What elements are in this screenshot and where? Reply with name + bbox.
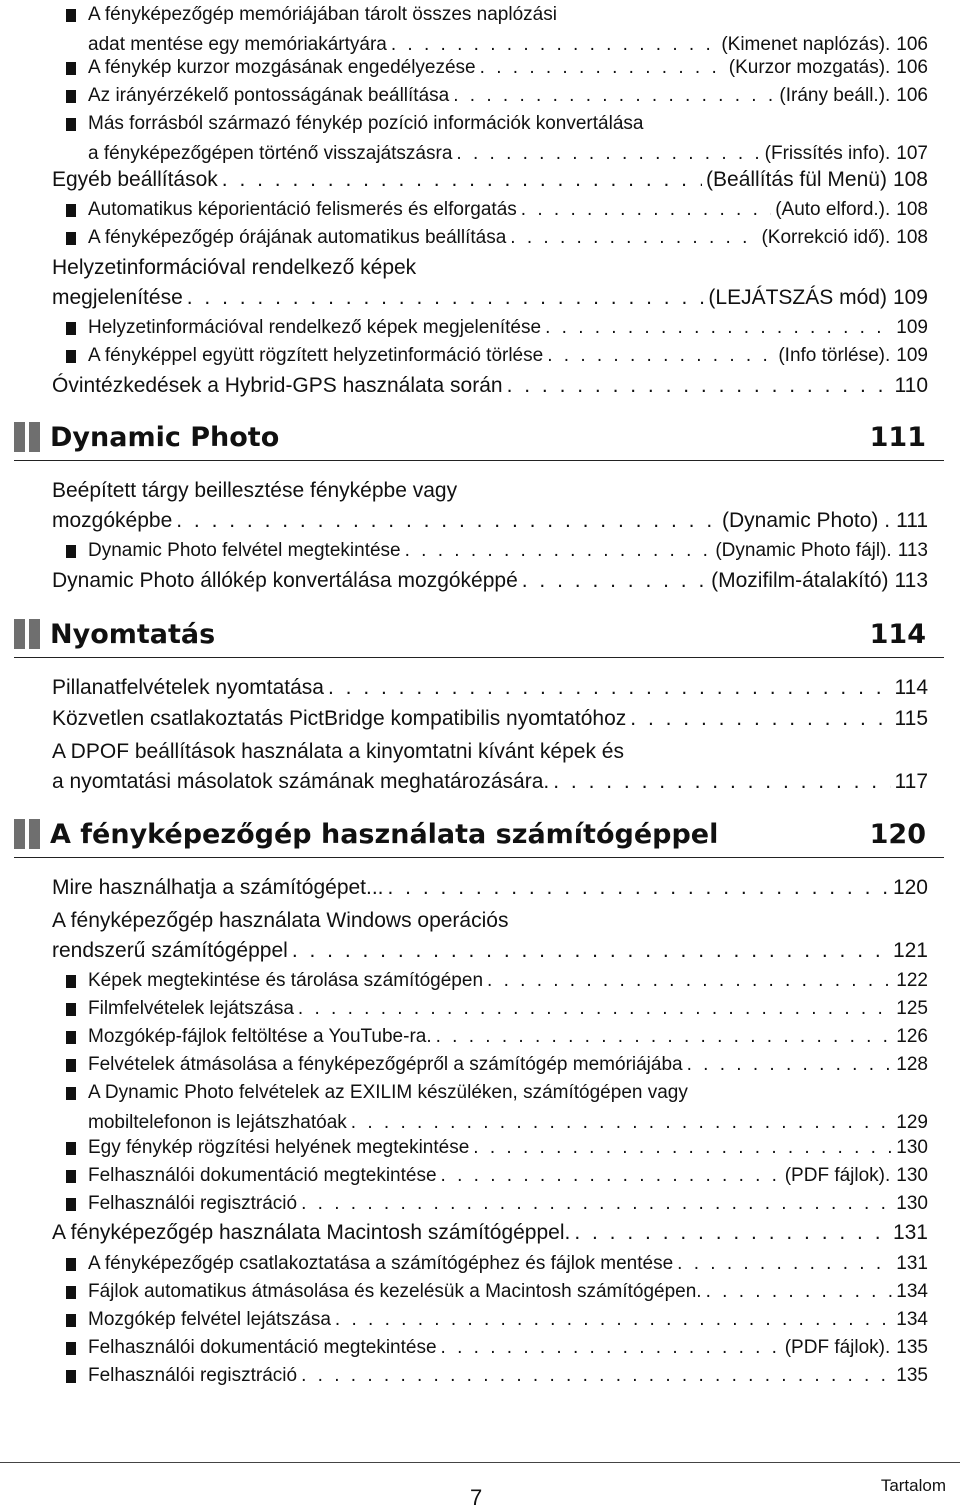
toc-entry-page: 121 bbox=[892, 939, 928, 962]
toc-entry-line bbox=[88, 1277, 928, 1307]
toc-entry-reference: (Kimenet naplózás). bbox=[721, 34, 891, 55]
toc-entry-page: 108 bbox=[896, 199, 928, 220]
toc-entry-reference: (Kurzor mozgatás). bbox=[728, 57, 891, 78]
toc-entry[interactable] bbox=[0, 341, 960, 371]
toc-entry-title: Fájlok automatikus átmásolása és kezelésük a Macintosh számítógépen. bbox=[88, 1281, 702, 1302]
toc-entry-line-wrapped bbox=[52, 476, 928, 506]
toc-entry-line-wrapped bbox=[88, 0, 928, 30]
toc-entry-page: 109 bbox=[896, 345, 928, 366]
dot-leader bbox=[630, 704, 890, 734]
toc-entry-line bbox=[88, 81, 928, 111]
toc-entry-reference: (LEJÁTSZÁS mód) bbox=[708, 286, 887, 309]
toc-entry-reference: (Beállítás fül Menü) bbox=[706, 168, 887, 191]
section-divider bbox=[14, 460, 944, 461]
section-title: Dynamic Photo bbox=[50, 422, 280, 453]
toc-entry[interactable] bbox=[0, 223, 960, 253]
toc-entry-title: Az irányérzékelő pontosságának beállítása bbox=[88, 85, 450, 106]
dot-leader bbox=[507, 371, 891, 401]
toc-entry-title: Mozgókép-fájlok feltöltése a YouTube-ra. bbox=[88, 1026, 432, 1047]
toc-entry-line bbox=[52, 371, 928, 401]
toc-entry[interactable] bbox=[0, 673, 960, 703]
toc-entry-line bbox=[52, 704, 928, 734]
toc-entry-title: Dynamic Photo állókép konvertálása mozgóképpé bbox=[52, 569, 518, 592]
toc-entry-line bbox=[52, 165, 928, 195]
toc-entry-line bbox=[88, 313, 928, 343]
toc-entry-page: 131 bbox=[892, 1221, 928, 1244]
dot-leader bbox=[545, 313, 892, 343]
toc-entry-line bbox=[52, 283, 928, 313]
dot-leader bbox=[553, 767, 890, 797]
toc-entry-page: 128 bbox=[896, 1054, 928, 1075]
section-page: 114 bbox=[869, 619, 926, 650]
toc-entry-page: 106 bbox=[896, 85, 928, 106]
toc-entry-line bbox=[88, 1161, 928, 1191]
toc-entry[interactable] bbox=[0, 1022, 960, 1052]
toc-entry-page: 113 bbox=[897, 540, 928, 561]
toc-entry-page: 109 bbox=[896, 317, 928, 338]
toc-entry-title: Egyéb beállítások bbox=[52, 168, 218, 191]
bullet-icon bbox=[66, 1142, 76, 1155]
toc-entry[interactable] bbox=[0, 566, 960, 596]
toc-entry-title: A fényképezőgép használata Windows operációs bbox=[52, 909, 509, 932]
toc-entry-line bbox=[88, 1361, 928, 1391]
bullet-icon bbox=[66, 9, 76, 22]
toc-entry[interactable] bbox=[0, 195, 960, 225]
toc-entry[interactable] bbox=[0, 536, 960, 566]
toc-entry[interactable] bbox=[0, 0, 960, 60]
dot-leader bbox=[292, 936, 889, 966]
toc-entry-title: mozgóképbe bbox=[52, 509, 173, 532]
toc-entry-line bbox=[52, 673, 928, 703]
toc-entry-line bbox=[52, 936, 928, 966]
toc-entry-reference: (Mozifilm-átalakító) bbox=[711, 569, 889, 592]
toc-entry[interactable] bbox=[0, 1249, 960, 1279]
section-page: 111 bbox=[869, 422, 926, 453]
dot-leader bbox=[521, 195, 771, 225]
toc-entry[interactable] bbox=[0, 476, 960, 536]
bullet-icon bbox=[66, 545, 76, 558]
dot-leader bbox=[176, 506, 718, 536]
toc-entry-line bbox=[88, 1333, 928, 1363]
toc-entry-line bbox=[88, 1022, 928, 1052]
footer-divider bbox=[0, 1462, 960, 1463]
toc-entry-line bbox=[88, 195, 928, 225]
toc-entry-reference: (Irány beáll.). bbox=[779, 85, 891, 106]
toc-entry-page: 108 bbox=[896, 227, 928, 248]
toc-entry-title: A DPOF beállítások használata a kinyomtatni kívánt képek és bbox=[52, 740, 624, 763]
dot-leader bbox=[510, 223, 757, 253]
bullet-icon bbox=[66, 1314, 76, 1327]
toc-entry[interactable] bbox=[0, 1078, 960, 1138]
toc-entry[interactable] bbox=[0, 906, 960, 966]
toc-entry-page: 130 bbox=[896, 1137, 928, 1158]
section-marker-icon bbox=[14, 619, 42, 649]
toc-entry-page: 117 bbox=[894, 770, 928, 793]
bullet-icon bbox=[66, 204, 76, 217]
toc-entry-title: Mozgókép felvétel lejátszása bbox=[88, 1309, 331, 1330]
toc-entry-title: Helyzetinformációval rendelkező képek bbox=[52, 256, 417, 279]
toc-entry[interactable] bbox=[0, 873, 960, 903]
toc-entry-line bbox=[52, 566, 928, 596]
dot-leader bbox=[301, 1361, 892, 1391]
toc-entry-page: 115 bbox=[894, 707, 928, 730]
toc-entry-line bbox=[88, 1305, 928, 1335]
toc-entry-page: 125 bbox=[896, 998, 928, 1019]
toc-entry[interactable] bbox=[0, 1218, 960, 1248]
toc-entry[interactable] bbox=[0, 109, 960, 169]
toc-entry-line-wrapped bbox=[88, 109, 928, 139]
bullet-icon bbox=[66, 1003, 76, 1016]
dot-leader bbox=[436, 1022, 893, 1052]
toc-entry-reference: (Info törlése). bbox=[778, 345, 891, 366]
toc-entry[interactable] bbox=[0, 1161, 960, 1191]
toc-entry-line bbox=[52, 506, 928, 536]
toc-entry-title: Felhasználói regisztráció bbox=[88, 1365, 298, 1386]
section-title: A fényképezőgép használata számítógéppel bbox=[50, 819, 719, 850]
dot-leader bbox=[222, 165, 702, 195]
toc-entry-reference: (Korrekció idő). bbox=[761, 227, 891, 248]
toc-entry-page: 126 bbox=[896, 1026, 928, 1047]
toc-entry-title: Beépített tárgy beillesztése fényképbe vagy bbox=[52, 479, 458, 502]
dot-leader bbox=[298, 994, 892, 1024]
toc-entry[interactable] bbox=[0, 313, 960, 343]
toc-entry-line bbox=[88, 1050, 928, 1080]
dot-leader bbox=[301, 1189, 892, 1219]
dot-leader bbox=[547, 341, 774, 371]
toc-entry[interactable] bbox=[0, 253, 960, 313]
toc-entry-line bbox=[88, 1133, 928, 1163]
toc-entry-line bbox=[52, 873, 928, 903]
toc-entry-title: Automatikus képorientáció felismerés és elforgatás bbox=[88, 199, 517, 220]
toc-entry-reference: (Frissítés info). bbox=[764, 143, 891, 164]
toc-entry-line bbox=[88, 1249, 928, 1279]
toc-entry[interactable] bbox=[0, 371, 960, 401]
bullet-icon bbox=[66, 350, 76, 363]
toc-entry-reference: (PDF fájlok). bbox=[784, 1337, 891, 1358]
toc-entry[interactable] bbox=[0, 53, 960, 83]
section-heading[interactable] bbox=[14, 613, 934, 657]
toc-entry-title: a nyomtatási másolatok számának meghatározására. bbox=[52, 770, 550, 793]
dot-leader bbox=[441, 1161, 781, 1191]
toc-entry[interactable] bbox=[0, 1277, 960, 1307]
section-title: Nyomtatás bbox=[50, 619, 216, 650]
section-marker-icon bbox=[14, 819, 42, 849]
bullet-icon bbox=[66, 118, 76, 131]
section-divider bbox=[14, 657, 944, 658]
toc-entry[interactable] bbox=[0, 966, 960, 996]
toc-entry-title: a fényképezőgépen történő visszajátszásra bbox=[88, 143, 453, 164]
toc-entry-page: 135 bbox=[896, 1365, 928, 1386]
toc-entry[interactable] bbox=[0, 1189, 960, 1219]
toc-entry[interactable] bbox=[0, 704, 960, 734]
page-number: 7 bbox=[470, 1485, 483, 1510]
dot-leader bbox=[574, 1218, 889, 1248]
dot-leader bbox=[706, 1277, 893, 1307]
dot-leader bbox=[522, 566, 707, 596]
dot-leader bbox=[473, 1133, 892, 1163]
toc-entry-line bbox=[88, 341, 928, 371]
toc-entry-title: Egy fénykép rögzítési helyének megtekintése bbox=[88, 1137, 470, 1158]
toc-entry-title: A fényképezőgép órájának automatikus beállítása bbox=[88, 227, 507, 248]
toc-entry-title: Felvételek átmásolása a fényképezőgépről a számítógép memóriájába bbox=[88, 1054, 683, 1075]
toc-entry-title: Pillanatfelvételek nyomtatása bbox=[52, 676, 324, 699]
toc-entry-page: 131 bbox=[896, 1253, 928, 1274]
dot-leader bbox=[187, 283, 705, 313]
toc-entry-line bbox=[88, 994, 928, 1024]
toc-entry-line bbox=[88, 223, 928, 253]
toc-entry[interactable] bbox=[0, 1333, 960, 1363]
dot-leader bbox=[480, 53, 725, 83]
dot-leader bbox=[405, 536, 712, 566]
toc-entry[interactable] bbox=[0, 994, 960, 1024]
bullet-icon bbox=[66, 1170, 76, 1183]
toc-entry-page: 120 bbox=[892, 876, 928, 899]
toc-entry-title: megjelenítése bbox=[52, 286, 183, 309]
dot-leader bbox=[677, 1249, 892, 1279]
toc-entry-page: 130 bbox=[896, 1165, 928, 1186]
toc-entry-page: 130 bbox=[896, 1193, 928, 1214]
toc-entry-title: mobiltelefonon is lejátszhatóak bbox=[88, 1112, 347, 1133]
dot-leader bbox=[328, 673, 891, 703]
toc-entry-title: A fénykép kurzor mozgásának engedélyezése bbox=[88, 57, 476, 78]
dot-leader bbox=[441, 1333, 781, 1363]
toc-entry-title: A fényképezőgép használata Macintosh számítógéppel. bbox=[52, 1221, 571, 1244]
toc-entry-title: Felhasználói dokumentáció megtekintése bbox=[88, 1165, 437, 1186]
bullet-icon bbox=[66, 90, 76, 103]
toc-entry-title: adat mentése egy memóriakártyára bbox=[88, 34, 387, 55]
toc-entry-page: 134 bbox=[896, 1281, 928, 1302]
toc-entry-title: A fényképpel együtt rögzített helyzetinformáció törlése bbox=[88, 345, 544, 366]
toc-entry[interactable] bbox=[0, 1361, 960, 1391]
toc-entry-title: Képek megtekintése és tárolása számítógépen bbox=[88, 970, 484, 991]
section-page: 120 bbox=[869, 819, 926, 850]
toc-entry-line-wrapped bbox=[88, 1078, 928, 1108]
toc-entry-page: 114 bbox=[894, 676, 928, 699]
bullet-icon bbox=[66, 62, 76, 75]
toc-entry-title: A fényképezőgép csatlakoztatása a számítógéphez és fájlok mentése bbox=[88, 1253, 674, 1274]
toc-entry-title: Dynamic Photo felvétel megtekintése bbox=[88, 540, 401, 561]
section-heading[interactable] bbox=[14, 416, 934, 460]
bullet-icon bbox=[66, 1342, 76, 1355]
bullet-icon bbox=[66, 1258, 76, 1271]
dot-leader bbox=[335, 1305, 892, 1335]
toc-entry-title: Helyzetinformációval rendelkező képek megjelenítése bbox=[88, 317, 542, 338]
dot-leader bbox=[487, 966, 892, 996]
toc-entry-title: Felhasználói dokumentáció megtekintése bbox=[88, 1337, 437, 1358]
toc-entry-line bbox=[88, 53, 928, 83]
bullet-icon bbox=[66, 1059, 76, 1072]
bullet-icon bbox=[66, 322, 76, 335]
toc-entry-page: 129 bbox=[896, 1112, 928, 1133]
toc-entry-title: Filmfelvételek lejátszása bbox=[88, 998, 294, 1019]
toc-entry[interactable] bbox=[0, 737, 960, 797]
toc-entry-line bbox=[88, 1189, 928, 1219]
toc-entry-title: A Dynamic Photo felvételek az EXILIM készüléken, számítógépen vagy bbox=[88, 1082, 688, 1103]
toc-entry[interactable] bbox=[0, 1050, 960, 1080]
toc-entry-title: Más forrásból származó fénykép pozíció információk konvertálása bbox=[88, 113, 644, 134]
toc-entry-line bbox=[88, 966, 928, 996]
bullet-icon bbox=[66, 1370, 76, 1383]
toc-entry-reference: (Dynamic Photo) . bbox=[722, 509, 891, 532]
toc-entry[interactable] bbox=[0, 81, 960, 111]
toc-entry[interactable] bbox=[0, 1133, 960, 1163]
toc-entry-title: Közvetlen csatlakoztatás PictBridge kompatibilis nyomtatóhoz bbox=[52, 707, 627, 730]
toc-entry-title: rendszerű számítógéppel bbox=[52, 939, 288, 962]
bullet-icon bbox=[66, 975, 76, 988]
section-divider bbox=[14, 857, 944, 858]
toc-entry-line-wrapped bbox=[52, 737, 928, 767]
toc-entry-line bbox=[52, 1218, 928, 1248]
section-marker-icon bbox=[14, 422, 42, 452]
toc-entry[interactable] bbox=[0, 165, 960, 195]
toc-entry-line-wrapped bbox=[52, 906, 928, 936]
toc-entry-page: 135 bbox=[896, 1337, 928, 1358]
toc-entry-line bbox=[88, 536, 928, 566]
toc-entry-page: 107 bbox=[896, 143, 928, 164]
toc-entry[interactable] bbox=[0, 1305, 960, 1335]
bullet-icon bbox=[66, 1286, 76, 1299]
dot-leader bbox=[388, 873, 889, 903]
toc-entry-page: 134 bbox=[896, 1309, 928, 1330]
toc-entry-title: Óvintézkedések a Hybrid-GPS használata során bbox=[52, 374, 503, 397]
toc-entry-reference: (Dynamic Photo fájl). bbox=[715, 540, 892, 561]
toc-entry-title: Mire használhatja a számítógépet... bbox=[52, 876, 384, 899]
toc-entry-reference: (Auto elford.). bbox=[775, 199, 891, 220]
bullet-icon bbox=[66, 1198, 76, 1211]
dot-leader bbox=[453, 81, 775, 111]
dot-leader bbox=[687, 1050, 893, 1080]
toc-entry-line-wrapped bbox=[52, 253, 928, 283]
toc-entry-page: 109 bbox=[892, 286, 928, 309]
toc-entry-page: 113 bbox=[894, 569, 928, 592]
toc-entry-title: A fényképezőgép memóriájában tárolt összes naplózási bbox=[88, 4, 557, 25]
footer-label: Tartalom bbox=[880, 1476, 946, 1495]
section-heading[interactable] bbox=[14, 813, 934, 857]
bullet-icon bbox=[66, 1031, 76, 1044]
toc-entry-title: Felhasználói regisztráció bbox=[88, 1193, 298, 1214]
toc-entry-page: 106 bbox=[896, 34, 928, 55]
toc-entry-line bbox=[52, 767, 928, 797]
toc-entry-page: 122 bbox=[896, 970, 928, 991]
toc-entry-page: 106 bbox=[896, 57, 928, 78]
toc-entry-page: 110 bbox=[894, 374, 928, 397]
toc-entry-page: 108 bbox=[892, 168, 928, 191]
toc-entry-reference: (PDF fájlok). bbox=[784, 1165, 891, 1186]
toc-entry-page: 111 bbox=[896, 509, 928, 532]
bullet-icon bbox=[66, 1087, 76, 1100]
bullet-icon bbox=[66, 232, 76, 245]
